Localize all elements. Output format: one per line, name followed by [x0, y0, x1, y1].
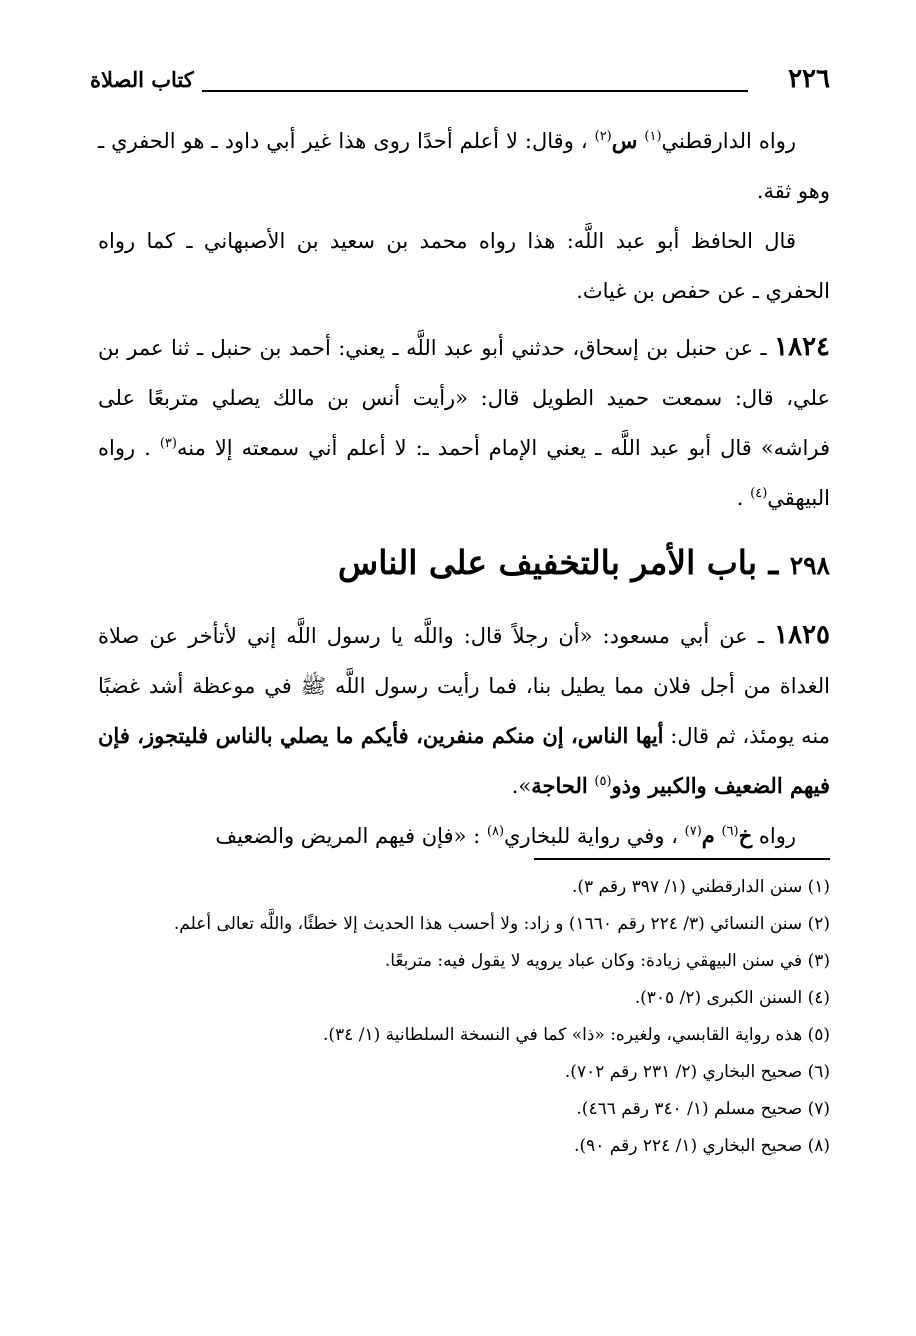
source-sigil: س	[611, 128, 638, 153]
text-run: رواه	[758, 824, 796, 848]
footnote-ref: (٣)	[159, 436, 177, 451]
chapter-heading	[98, 539, 830, 590]
footnote-ref: (١)	[644, 129, 662, 144]
footnote-4: (٤) السنن الكبرى (٢/ ٣٠٥).	[634, 988, 830, 1008]
footnote-ref: (٧)	[684, 824, 702, 839]
paragraph-daraqutni	[98, 116, 830, 216]
text-run: ».	[511, 774, 532, 798]
prophetic-speech: أيها الناس، إن منكم منفرين، فأيكم ما يصلي بالناس فليتجوز، فإن فيهم الضعيف والكبير وذو	[98, 723, 830, 798]
chapter-title: ـ باب الأمر بالتخفيف على الناس	[337, 543, 779, 582]
source-sigil: خ	[738, 823, 753, 848]
paragraph-bukhari	[98, 811, 830, 861]
hadith-1824	[98, 322, 830, 523]
footnote-5: (٥) هذه رواية القابسي، ولغيره: «ذا» كما في النسخة السلطانية (١/ ٣٤).	[322, 1025, 830, 1045]
main-text	[98, 116, 830, 861]
book-title: كتاب الصلاة	[90, 67, 194, 92]
text-run: .	[736, 486, 744, 510]
header-rule	[202, 90, 748, 92]
hadith-number: ١٨٢٥	[774, 620, 830, 650]
footnotes	[96, 872, 830, 1168]
text-run: ، وقال: لا أعلم أحدًا روى هذا غير أبي داود ـ هو الحفري ـ وهو ثقة.	[98, 129, 830, 203]
footnote-2: (٢) سنن النسائي (٣/ ٢٢٤ رقم ١٦٦٠) و زاد: ولا أحسب هذا الحديث إلا خطئًا، واللَّه تعالى أعلم.	[173, 914, 830, 934]
footnote-ref: (٢)	[594, 129, 612, 144]
paragraph-hafiz: قال الحافظ أبو عبد اللَّه: هذا رواه محمد بن سعيد بن الأصبهاني ـ كما رواه الحفري ـ عن حفص بن غياث.	[98, 229, 830, 303]
text-run: ـ عن حنبل بن إسحاق، حدثني أبو عبد اللَّه ـ يعني: أحمد بن حنبل ـ ثنا عمر بن علي، قال: سمعت حميد الطويل قال: «رأيت أنس بن مالك يصلي متربعًا على فراشه» قال أبو عبد اللَّه ـ يعني الإمام أحمد ـ: لا أعلم أني سمعته إلا منه	[98, 336, 830, 460]
footnote-6: (٦) صحيح البخاري (٢/ ٢٣١ رقم ٧٠٢).	[564, 1062, 830, 1082]
footnote-separator	[534, 858, 830, 860]
page-number: ٢٢٦	[788, 64, 830, 94]
text-run: ـ عن أبي مسعود: «أن رجلاً قال: واللَّه يا رسول اللَّه إني لأتأخر عن صلاة الغداة من أجل فلان مما يطيل بنا، فما رأيت رسول اللَّه ﷺ في موعظة أشد غضبًا منه يومئذ، ثم قال:	[98, 624, 830, 748]
footnote-ref: (٦)	[721, 824, 739, 839]
hadith-number: ١٨٢٤	[774, 332, 830, 362]
prophetic-speech: الحاجة	[531, 773, 588, 798]
footnote-7: (٧) صحيح مسلم (١/ ٣٤٠ رقم ٤٦٦).	[576, 1099, 830, 1119]
footnote-ref: (٨)	[486, 824, 505, 839]
footnote-1: (١) سنن الدارقطني (١/ ٣٩٧ رقم ٣).	[571, 877, 830, 897]
hadith-1825	[98, 610, 830, 811]
footnote-ref: (٥)	[594, 774, 612, 789]
running-header	[90, 62, 830, 102]
text-run: . رواه البيهقي	[98, 436, 830, 510]
source-sigil: م	[701, 823, 715, 848]
footnote-8: (٨) صحيح البخاري (١/ ٢٢٤ رقم ٩٠).	[574, 1136, 830, 1156]
text-run: : «فإن فيهم المريض والضعيف	[215, 824, 481, 848]
text-run: ، وفي رواية للبخاري	[504, 824, 678, 848]
chapter-number: ٢٩٨	[789, 551, 830, 580]
footnote-ref: (٤)	[750, 486, 768, 501]
footnote-3: (٣) في سنن البيهقي زيادة: وكان عباد يرويه لا يقول فيه: متربعًا.	[384, 951, 830, 971]
text-run: رواه الدارقطني	[661, 129, 796, 153]
